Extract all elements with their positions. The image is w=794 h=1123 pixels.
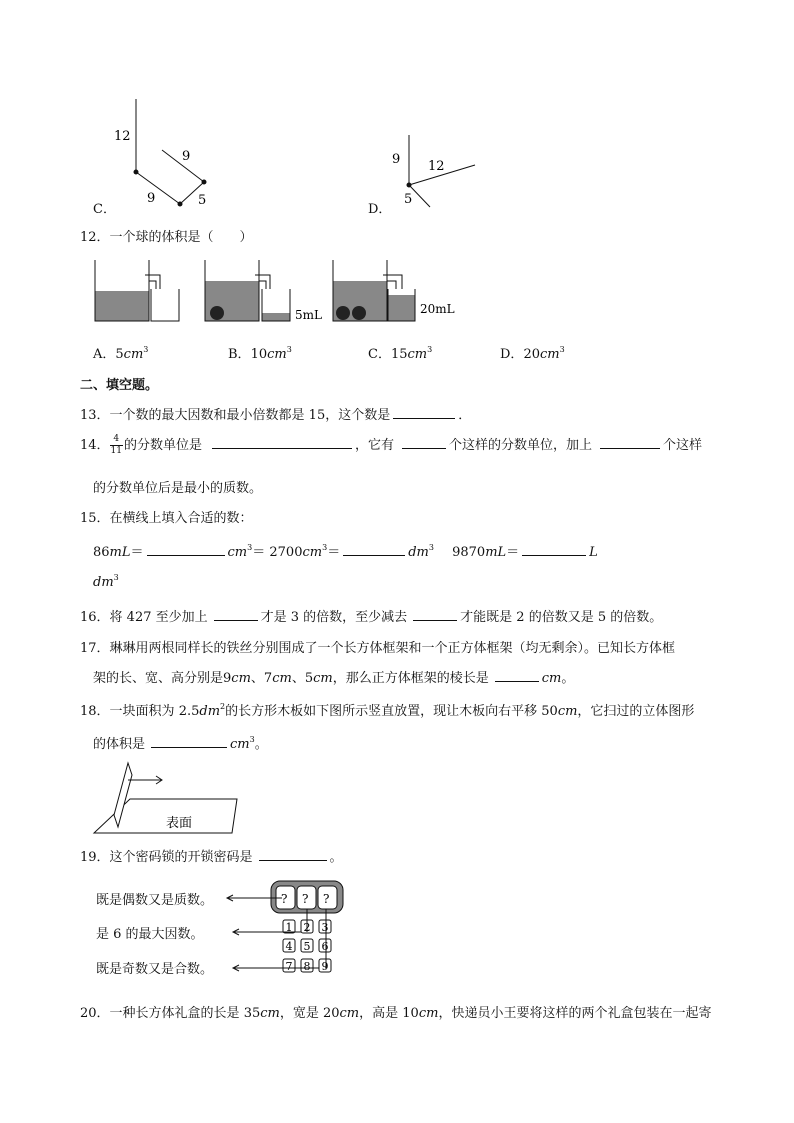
q15-blank-3[interactable] [522,541,586,556]
q17-blank[interactable] [495,667,539,682]
c-label-9a: 9 [182,149,191,164]
q14-line1: 14． $\frac{4}{11}$ 的分数单位是 ，它有 个这样的分数单位，加上 个这样 [80,434,703,456]
q14-blank-3[interactable] [600,434,660,449]
q15-stem: 15．在横线上填入合适的数： [80,511,253,526]
q19-blank[interactable] [259,846,327,861]
q20-line1: 20．一种长方体礼盒的长是 35cm，宽是 20cm，高是 10cm，快递员小王要将这样的两个礼盒包装在一起寄 [80,1006,712,1021]
q14-line2: 的分数单位后是最小的质数。 [93,481,263,496]
q18-figure [92,755,242,837]
q16-blank-1[interactable] [214,606,258,621]
section-title: 二、填空题。 [80,378,159,393]
c-label-5: 5 [198,193,207,208]
q15-blank-1[interactable] [147,541,225,556]
q14-blank-2[interactable] [402,434,446,449]
key-1: 1 [285,921,293,934]
key-9: 9 [321,960,329,973]
d-label-5: 5 [404,192,413,207]
d-label-12: 12 [428,159,445,174]
q15-dm3: $dm^3$ [93,573,119,590]
q18-blank[interactable] [151,733,227,748]
label-5ml: 5mL [295,308,322,322]
q13: 13．一个数的最大因数和最小倍数都是 15，这个数是 ． [80,404,471,423]
q12-option-c: C．$15cm^3$ [368,345,433,362]
q13-blank[interactable] [393,404,455,419]
lock-slot-2: ? [302,892,309,906]
c-label-9b: 9 [147,191,156,206]
q19-hint-2: 是 6 的最大因数。 [96,927,204,942]
q19-hint-1: 既是偶数又是质数。 [96,893,214,908]
lock-slot-1: ? [281,892,288,906]
q18-line1: 18．一块面积为 $2.5dm^2$的长方形木板如下图所示竖直放置，现让木板向右平移 50cm，它扫过的立体图形 [80,702,695,719]
key-2: 2 [303,921,311,934]
q12-stem: 12．一个球的体积是（ ） [80,230,253,245]
q12-figure [90,255,470,330]
key-7: 7 [285,960,293,973]
option-c-label: C． [93,202,116,217]
q14-blank-1[interactable] [212,434,352,449]
q18-surface-label: 表面 [166,816,193,831]
option-d-figure [385,125,485,215]
key-8: 8 [303,960,311,973]
q19-lock-figure [225,878,355,980]
option-d-label: D． [368,202,392,217]
c-label-12: 12 [114,129,131,144]
key-4: 4 [285,940,293,953]
option-c-figure [110,95,220,210]
label-20ml: 20mL [420,302,455,316]
q12-option-b: B．$10cm^3$ [228,345,292,362]
q16: 16．将 427 至少加上 才是 3 的倍数，至少减去 才能既是 2 的倍数又是 5 的倍数。 [80,606,662,625]
q14-fraction: $\frac{4}{11}$ [110,434,122,456]
key-3: 3 [321,921,329,934]
q16-blank-2[interactable] [413,606,457,621]
q19-stem: 19．这个密码锁的开锁密码是 。 [80,846,343,865]
q17-line2: 架的长、宽、高分别是9cm、7cm、5cm，那么正方体框架的棱长是 cm。 [93,667,574,686]
d-label-9: 9 [392,152,401,167]
lock-slot-3: ? [323,892,330,906]
q17-line1: 17．琳琳用两根同样长的铁丝分别围成了一个长方体框架和一个正方体框架（均无剩余）。已知长方体框 [80,641,676,656]
q12-option-d: D．$20cm^3$ [500,345,565,362]
key-5: 5 [303,940,311,953]
q19-hint-3: 既是奇数又是合数。 [96,962,214,977]
q15-line: $86mL= cm^3= 2700cm^3= dm^3$ 9870mL＝ L [93,543,598,560]
q12-option-a: A．$5cm^3$ [93,345,149,362]
key-6: 6 [321,940,329,953]
q18-line2: 的体积是 $cm^3$。 [93,735,268,752]
q15-blank-2[interactable] [343,541,405,556]
